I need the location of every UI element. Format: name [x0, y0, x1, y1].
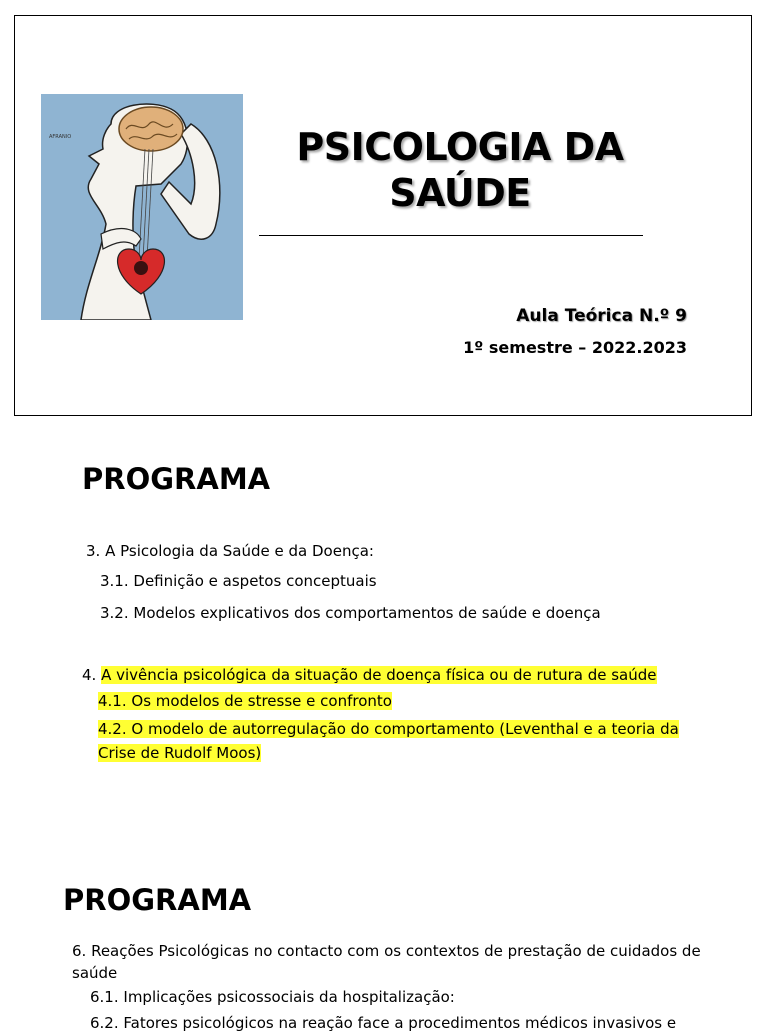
program-item-4-2-text2: Crise de Rudolf Moos): [98, 744, 262, 762]
program-item-6-2: 6.2. Fatores psicológicos na reação face a procedimentos médicos invasivos e: [90, 1014, 677, 1032]
program-item-4-2-text1: 4.2. O modelo de autorregulação do comportamento (Leventhal e a teoria da: [98, 720, 679, 738]
program-item-4-number: 4.: [82, 666, 97, 684]
title-line-1: PSICOLOGIA DA: [296, 125, 624, 169]
title-divider: [259, 235, 643, 236]
program-item-3: 3. A Psicologia da Saúde e da Doença:: [86, 542, 374, 560]
program-item-4-2-line1: [98, 718, 679, 740]
program-item-4-1-text: 4.1. Os modelos de stresse e confronto: [98, 692, 392, 710]
brain-heart-guitar-illustration: [41, 94, 243, 320]
programa-heading-1: PROGRAMA: [82, 462, 271, 496]
title-line-2: SAÚDE: [389, 171, 531, 215]
program-item-4-1: [98, 690, 392, 712]
illustration-graphic: [41, 94, 243, 320]
program-item-6-1: 6.1. Implicações psicossociais da hospitalização:: [90, 988, 455, 1006]
lesson-number: Aula Teórica N.º 9: [516, 306, 687, 326]
title-slide: [14, 15, 752, 416]
illustration-label: AFRANIO: [49, 134, 72, 140]
slide-title: [255, 124, 665, 216]
semester-label: 1º semestre – 2022.2023: [463, 338, 687, 357]
program-item-3-1: 3.1. Definição e aspetos conceptuais: [100, 572, 377, 590]
program-item-4-2-line2: [98, 742, 261, 764]
program-item-4-text: A vivência psicológica da situação de doença física ou de rutura de saúde: [101, 666, 657, 684]
programa-heading-2: PROGRAMA: [63, 883, 252, 917]
program-item-6: 6. Reações Psicológicas no contacto com os contextos de prestação de cuidados de saúde: [72, 942, 701, 982]
program-item-4: [82, 664, 657, 686]
program-item-3-2: 3.2. Modelos explicativos dos comportamentos de saúde e doença: [100, 604, 601, 622]
